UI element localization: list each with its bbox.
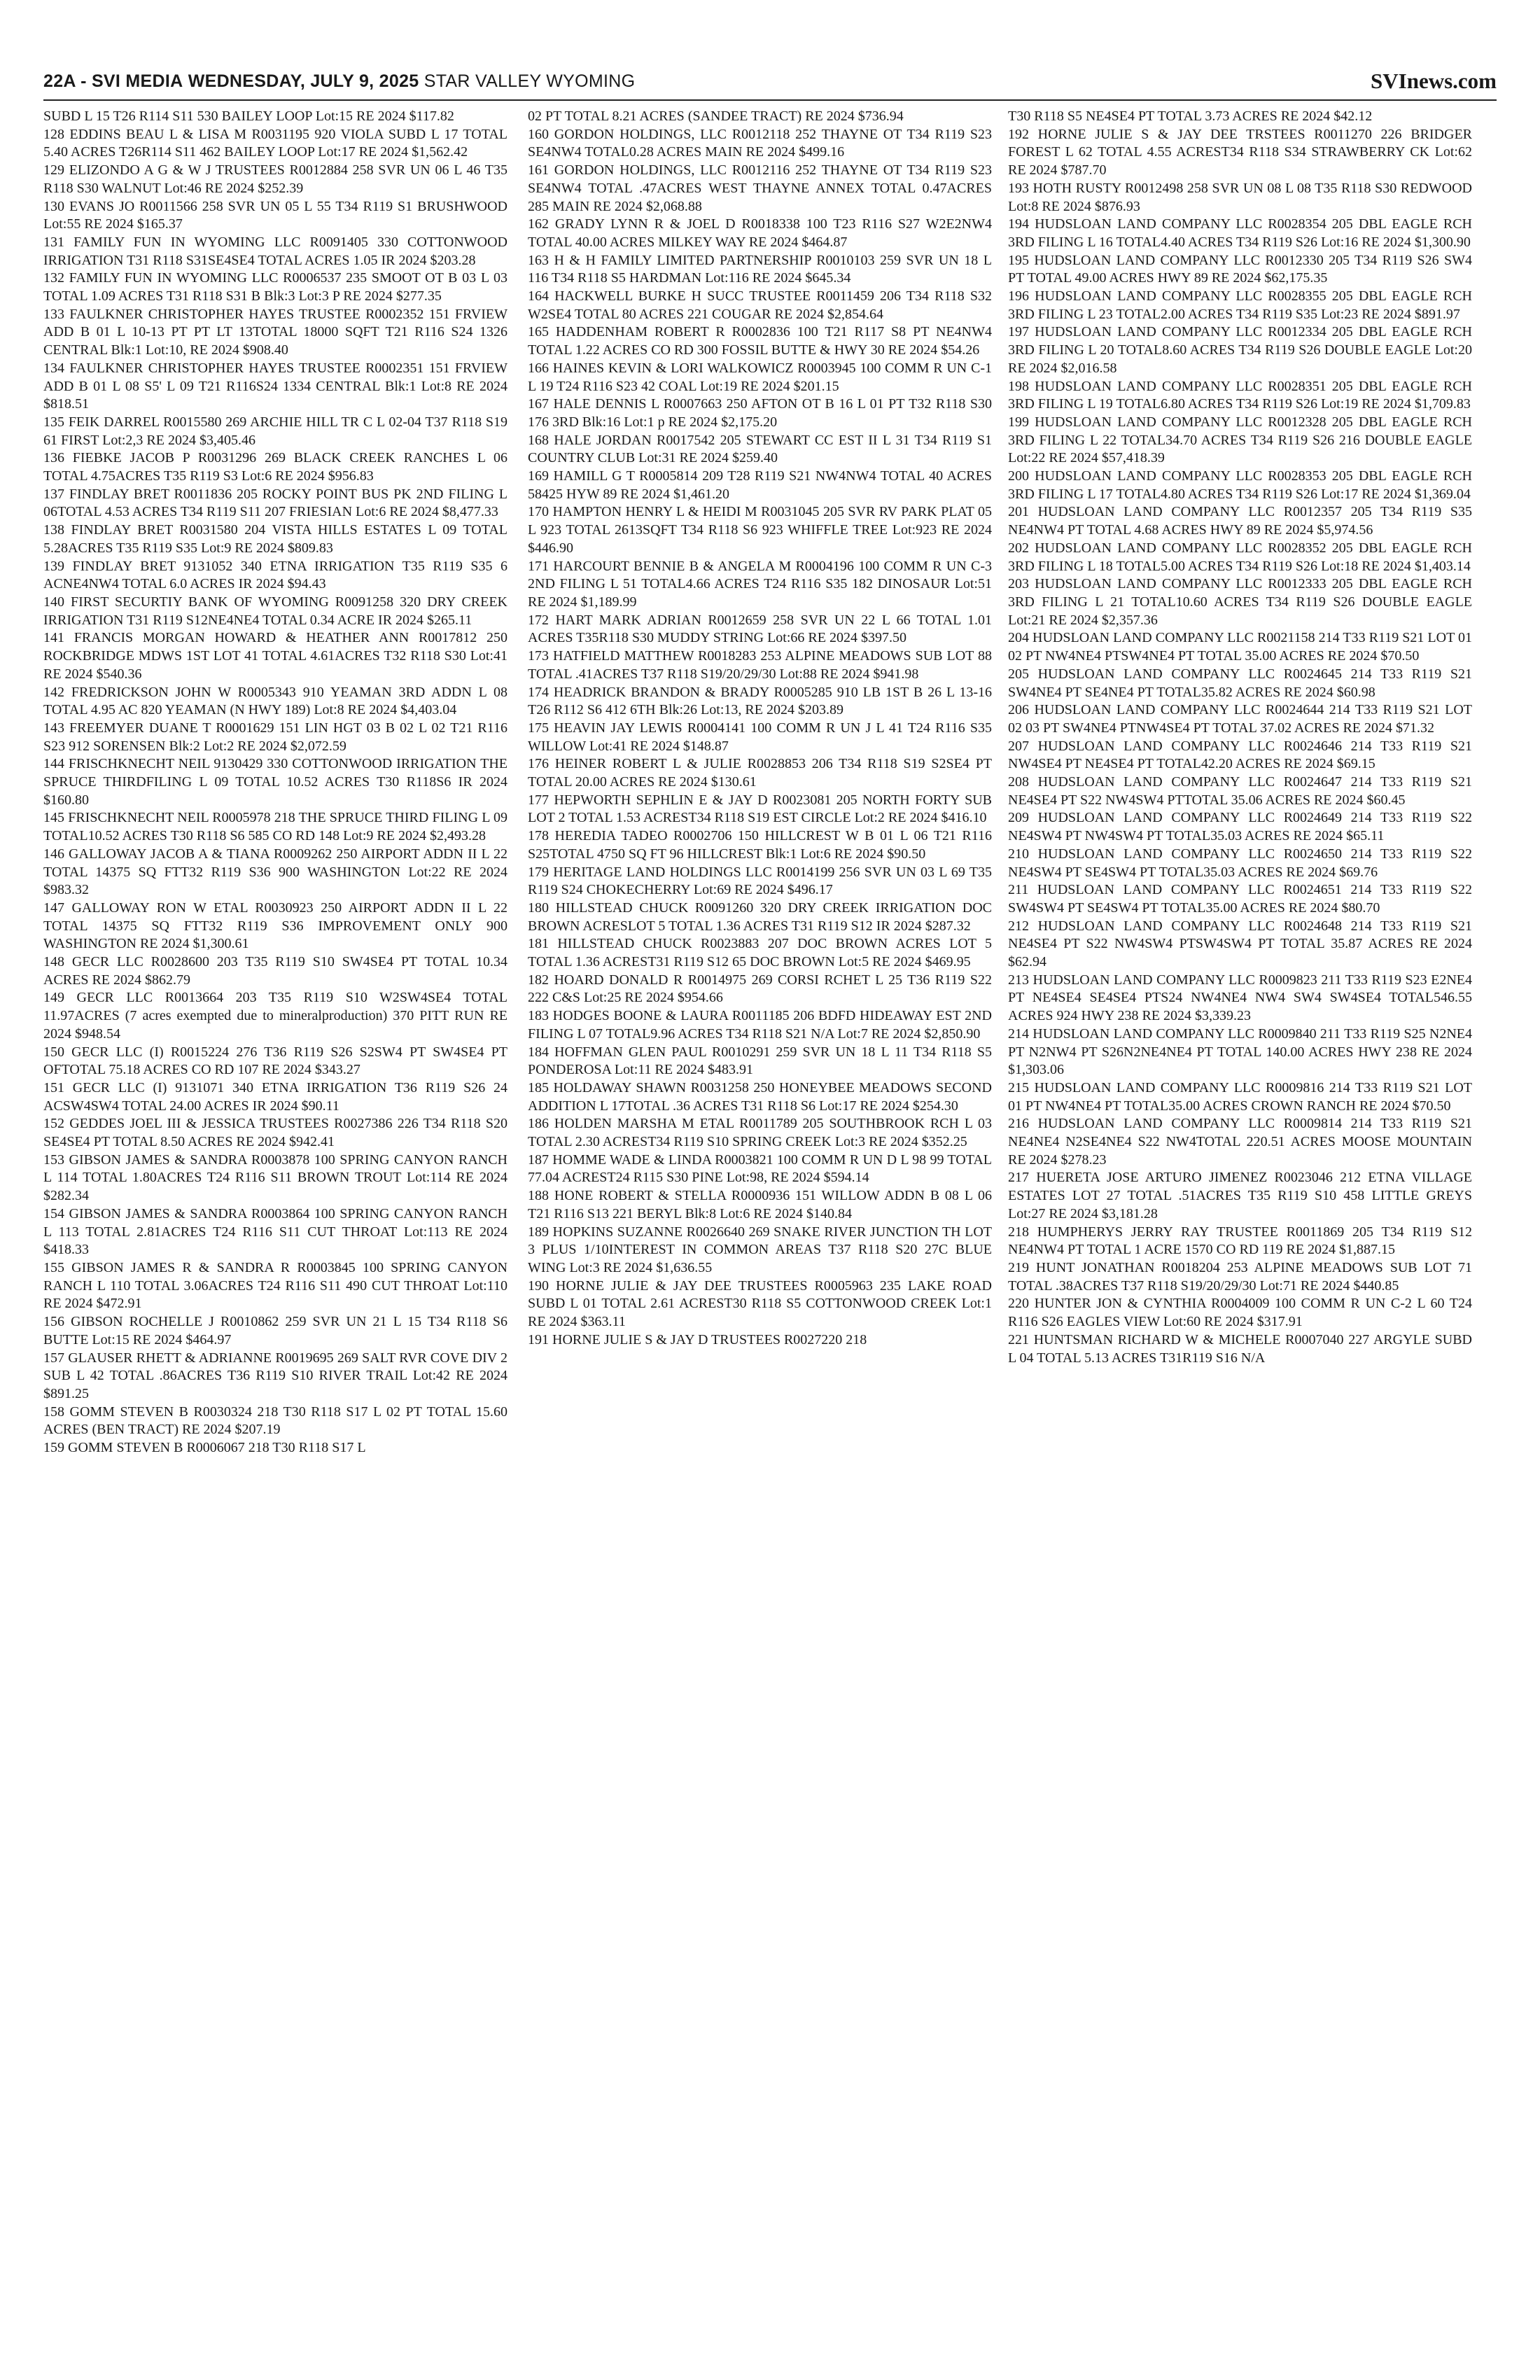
tax-listing-entry: 157 GLAUSER RHETT & ADRIANNE R0019695 269 SALT RVR COVE DIV 2 SUB L 42 TOTAL .86ACRES T36 R119 S10 RIVER TRAIL Lot:42 RE 2024 $891.25 [43, 1350, 507, 1401]
tax-listing-entry: 167 HALE DENNIS L R0007663 250 AFTON OT B 16 L 01 PT T32 R118 S30 176 3RD Blk:16 Lot:1 p RE 2024 $2,175.20 [528, 396, 992, 430]
page-label: 22A - SVI MEDIA [43, 71, 183, 91]
tax-listing-entry: 146 GALLOWAY JACOB A & TIANA R0009262 250 AIRPORT ADDN II L 22 TOTAL 14375 SQ FTT32 R119 S36 900 WASHINGTON Lot:22 RE 2024 $983.32 [43, 846, 507, 898]
page-header [43, 69, 1497, 97]
tax-listing-entry: 217 HUERETA JOSE ARTURO JIMENEZ R0023046 212 ETNA VILLAGE ESTATES LOT 27 TOTAL .51ACRES T35 R119 S10 458 LITTLE GREYS Lot:27 RE 2024 $3,181.28 [1008, 1170, 1472, 1222]
tax-listing-entry: 221 HUNTSMAN RICHARD W & MICHELE R0007040 227 ARGYLE SUBD L 04 TOTAL 5.13 ACRES T31R119 S16 N/A [1008, 1331, 1472, 1366]
tax-listing-entry: 193 HOTH RUSTY R0012498 258 SVR UN 08 L 08 T35 R118 S30 REDWOOD Lot:8 RE 2024 $876.93 [1008, 180, 1472, 214]
tax-listing-entry: 186 HOLDEN MARSHA M ETAL R0011789 205 SOUTHBROOK RCH L 03 TOTAL 2.30 ACREST34 R119 S10 SPRING CREEK Lot:3 RE 2024 $352.25 [528, 1116, 992, 1150]
tax-listing-entry: 129 ELIZONDO A G & W J TRUSTEES R0012884 258 SVR UN 06 L 46 T35 R118 S30 WALNUT Lot:46 RE 2024 $252.39 [43, 162, 507, 196]
tax-listing-entry: 161 GORDON HOLDINGS, LLC R0012116 252 THAYNE OT T34 R119 S23 SE4NW4 TOTAL .47ACRES WEST THAYNE ANNEX TOTAL 0.47ACRES 285 MAIN RE 2024 $2,068.88 [528, 162, 992, 214]
tax-listing-entry: 148 GECR LLC R0028600 203 T35 R119 S10 SW4SE4 PT TOTAL 10.34 ACRES RE 2024 $862.79 [43, 954, 507, 988]
tax-listing-entry: 220 HUNTER JON & CYNTHIA R0004009 100 COMM R UN C-2 L 60 T24 R116 S26 EAGLES VIEW Lot:60 RE 2024 $317.91 [1008, 1296, 1472, 1330]
tax-listing-entry: 181 HILLSTEAD CHUCK R0023883 207 DOC BROWN ACRES LOT 5 TOTAL 1.36 ACREST31 R119 S12 65 DOC BROWN Lot:5 RE 2024 $469.95 [528, 936, 992, 970]
tax-listing-entry: 162 GRADY LYNN R & JOEL D R0018338 100 T23 R116 S27 W2E2NW4 TOTAL 40.00 ACRES MILKEY WAY RE 2024 $464.87 [528, 216, 992, 250]
tax-listing-entry: 178 HEREDIA TADEO R0002706 150 HILLCREST W B 01 L 06 T21 R116 S25TOTAL 4750 SQ FT 96 HILLCREST Blk:1 Lot:6 RE 2024 $90.50 [528, 828, 992, 862]
tax-listing-entry: 202 HUDSLOAN LAND COMPANY LLC R0028352 205 DBL EAGLE RCH 3RD FILING L 18 TOTAL5.00 ACRES T34 R119 S26 Lot:18 RE 2024 $1,403.14 [1008, 540, 1472, 574]
tax-listing-entry: 144 FRISCHKNECHT NEIL 9130429 330 COTTONWOOD IRRIGATION THE SPRUCE THIRDFILING L 09 TOTAL 10.52 ACRES T30 R118S6 IR 2024 $160.80 [43, 756, 507, 808]
tax-listing-entry: 138 FINDLAY BRET R0031580 204 VISTA HILLS ESTATES L 09 TOTAL 5.28ACRES T35 R119 S35 Lot:9 RE 2024 $809.83 [43, 522, 507, 556]
legal-notice-column-3 [1008, 108, 1472, 1367]
tax-listing-entry: 219 HUNT JONATHAN R0018204 253 ALPINE MEADOWS SUB LOT 71 TOTAL .38ACRES T37 R118 S19/20/29/30 Lot:71 RE 2024 $440.85 [1008, 1260, 1472, 1294]
tax-listing-entry: 174 HEADRICK BRANDON & BRADY R0005285 910 LB 1ST B 26 L 13-16 T26 R112 S6 412 6TH Blk:26 Lot:13, RE 2024 $203.89 [528, 684, 992, 718]
tax-listing-entry: 159 GOMM STEVEN B R0006067 218 T30 R118 S17 L [43, 1440, 366, 1456]
tax-listing-entry: 179 HERITAGE LAND HOLDINGS LLC R0014199 256 SVR UN 03 L 69 T35 R119 S24 CHOKECHERRY Lot:69 RE 2024 $496.17 [528, 864, 992, 898]
legal-notice-column-2 [528, 108, 992, 1350]
tax-listing-entry: 137 FINDLAY BRET R0011836 205 ROCKY POINT BUS PK 2ND FILING L 06TOTAL 4.53 ACRES T34 R119 S11 207 FRIESIAN Lot:6 RE 2024 $8,477.33 [43, 486, 507, 520]
tax-listing-entry: 205 HUDSLOAN LAND COMPANY LLC R0024645 214 T33 R119 S21 SW4NE4 PT SE4NE4 PT TOTAL35.82 ACRES RE 2024 $60.98 [1008, 666, 1472, 700]
tax-listing-entry: 210 HUDSLOAN LAND COMPANY LLC R0024650 214 T33 R119 S22 NE4SW4 PT SE4SW4 PT TOTAL35.03 ACRES RE 2024 $69.76 [1008, 846, 1472, 880]
tax-listing-entry: 185 HOLDAWAY SHAWN R0031258 250 HONEYBEE MEADOWS SECOND ADDITION L 17TOTAL .36 ACRES T31 R118 S6 Lot:17 RE 2024 $254.30 [528, 1079, 992, 1114]
tax-listing-entry: 204 HUDSLOAN LAND COMPANY LLC R0021158 214 T33 R119 S21 LOT 01 02 PT NW4NE4 PTSW4NE4 PT TOTAL 35.00 ACRES RE 2024 $70.50 [1008, 630, 1472, 664]
legal-notice-column-1 [43, 108, 507, 1457]
tax-listing-entry: 151 GECR LLC (I) 9131071 340 ETNA IRRIGATION T36 R119 S26 24 ACSW4SW4 TOTAL 24.00 ACRES IR 2024 $90.11 [43, 1079, 507, 1114]
tax-listing-entry: 168 HALE JORDAN R0017542 205 STEWART CC EST II L 31 T34 R119 S1 COUNTRY CLUB Lot:31 RE 2024 $259.40 [528, 432, 992, 466]
tax-listing-entry: 187 HOMME WADE & LINDA R0003821 100 COMM R UN D L 98 99 TOTAL 77.04 ACREST24 R115 S30 PINE Lot:98, RE 2024 $594.14 [528, 1152, 992, 1186]
tax-listing-entry: 152 GEDDES JOEL III & JESSICA TRUSTEES R0027386 226 T34 R118 S20 SE4SE4 PT TOTAL 8.50 ACRES RE 2024 $942.41 [43, 1116, 507, 1150]
tax-listing-entry: 165 HADDENHAM ROBERT R R0002836 100 T21 R117 S8 PT NE4NW4 TOTAL 1.22 ACRES CO RD 300 FOSSIL BUTTE & HWY 30 RE 2024 $54.26 [528, 324, 992, 358]
site-name[interactable]: SVInews.com [1371, 69, 1497, 93]
tax-listing-entry: SUBD L 15 T26 R114 S11 530 BAILEY LOOP Lot:15 RE 2024 $117.82 [43, 108, 454, 124]
tax-listing-entry: 158 GOMM STEVEN B R0030324 218 T30 R118 S17 L 02 PT TOTAL 15.60 ACRES (BEN TRACT) RE 2024 $207.19 [43, 1404, 507, 1438]
tax-listing-entry: 136 FIEBKE JACOB P R0031296 269 BLACK CREEK RANCHES L 06 TOTAL 4.75ACRES T35 R119 S3 Lot:6 RE 2024 $956.83 [43, 450, 507, 484]
tax-listing-entry: 191 HORNE JULIE S & JAY D TRUSTEES R0027220 218 [528, 1331, 867, 1348]
tax-listing-entry: 171 HARCOURT BENNIE B & ANGELA M R0004196 100 COMM R UN C-3 2ND FILING L 51 TOTAL4.66 ACRES T24 R116 S35 182 DINOSAUR Lot:51 RE 2024 $1,189.99 [528, 558, 992, 610]
tax-listing-entry: 147 GALLOWAY RON W ETAL R0030923 250 AIRPORT ADDN II L 22 TOTAL 14375 SQ FTT32 R119 S36 IMPROVEMENT ONLY 900 WASHINGTON RE 2024 $1,300.61 [43, 899, 507, 952]
tax-listing-entry: 139 FINDLAY BRET 9131052 340 ETNA IRRIGATION T35 R119 S35 6 ACNE4NW4 TOTAL 6.0 ACRES IR 2024 $94.43 [43, 558, 507, 592]
tax-listing-entry: 188 HONE ROBERT & STELLA R0000936 151 WILLOW ADDN B 08 L 06 T21 R116 S13 221 BERYL Blk:8 Lot:6 RE 2024 $140.84 [528, 1188, 992, 1222]
tax-listing-entry: 189 HOPKINS SUZANNE R0026640 269 SNAKE RIVER JUNCTION TH LOT 3 PLUS 1/10INTEREST IN COMMON AREAS T37 R118 S20 27C BLUE WING Lot:3 RE 2024 $1,636.55 [528, 1224, 992, 1275]
tax-listing-entry: 208 HUDSLOAN LAND COMPANY LLC R0024647 214 T33 R119 S21 NE4SE4 PT S22 NW4SW4 PTTOTAL 35.06 ACRES RE 2024 $60.45 [1008, 774, 1472, 808]
tax-listing-entry: 133 FAULKNER CHRISTOPHER HAYES TRUSTEE R0002352 151 FRVIEW ADD B 01 L 10-13 PT PT LT 13TOTAL 18000 SQFT T21 R116 S24 1326 CENTRAL Blk:1 Lot:10, RE 2024 $908.40 [43, 306, 507, 358]
tax-listing-entry: 207 HUDSLOAN LAND COMPANY LLC R0024646 214 T33 R119 S21 NW4SE4 PT NE4SE4 PT TOTAL42.20 ACRES RE 2024 $69.15 [1008, 738, 1472, 772]
tax-listing-entry: 150 GECR LLC (I) R0015224 276 T36 R119 S26 S2SW4 PT SW4SE4 PT OFTOTAL 75.18 ACRES CO RD 107 RE 2024 $343.27 [43, 1044, 507, 1078]
tax-listing-entry: 155 GIBSON JAMES R & SANDRA R R0003845 100 SPRING CANYON RANCH L 110 TOTAL 3.06ACRES T24 R116 S11 490 CUT THROAT Lot:110 RE 2024 $472.91 [43, 1260, 507, 1312]
tax-listing-entry: 198 HUDSLOAN LAND COMPANY LLC R0028351 205 DBL EAGLE RCH 3RD FILING L 19 TOTAL6.80 ACRES T34 R119 S26 Lot:19 RE 2024 $1,709.83 [1008, 378, 1472, 412]
tax-listing-entry: 163 H & H FAMILY LIMITED PARTNERSHIP R0010103 259 SVR UN 18 L 116 T34 R118 S5 HARDMAN Lot:116 RE 2024 $645.34 [528, 252, 992, 286]
tax-listing-entry: 177 HEPWORTH SEPHLIN E & JAY D R0023081 205 NORTH FORTY SUB LOT 2 TOTAL 1.53 ACREST34 R118 S19 EST CIRCLE Lot:2 RE 2024 $416.10 [528, 792, 992, 826]
tax-listing-entry: 194 HUDSLOAN LAND COMPANY LLC R0028354 205 DBL EAGLE RCH 3RD FILING L 16 TOTAL4.40 ACRES T34 R119 S26 Lot:16 RE 2024 $1,300.90 [1008, 216, 1472, 250]
tax-listing-entry: 196 HUDSLOAN LAND COMPANY LLC R0028355 205 DBL EAGLE RCH 3RD FILING L 23 TOTAL2.00 ACRES T34 R119 S35 Lot:23 RE 2024 $891.97 [1008, 288, 1472, 322]
tax-listing-entry: 172 HART MARK ADRIAN R0012659 258 SVR UN 22 L 66 TOTAL 1.01 ACRES T35R118 S30 MUDDY STRING Lot:66 RE 2024 $397.50 [528, 612, 992, 646]
tax-listing-entry: 160 GORDON HOLDINGS, LLC R0012118 252 THAYNE OT T34 R119 S23 SE4NW4 TOTAL0.28 ACRES MAIN RE 2024 $499.16 [528, 126, 992, 160]
tax-listing-entry: 199 HUDSLOAN LAND COMPANY LLC R0012328 205 DBL EAGLE RCH 3RD FILING L 22 TOTAL34.70 ACRES T34 R119 S26 216 DOUBLE EAGLE Lot:22 RE 2024 $57,418.39 [1008, 414, 1472, 466]
tax-listing-entry: 130 EVANS JO R0011566 258 SVR UN 05 L 55 T34 R119 S1 BRUSHWOOD Lot:55 RE 2024 $165.37 [43, 198, 507, 232]
tax-listing-entry: 216 HUDSLOAN LAND COMPANY LLC R0009814 214 T33 R119 S21 NE4NE4 N2SE4NE4 S22 NW4TOTAL 220.51 ACRES MOOSE MOUNTAIN RE 2024 $278.23 [1008, 1116, 1472, 1168]
tax-listing-entry: 209 HUDSLOAN LAND COMPANY LLC R0024649 214 T33 R119 S22 NE4SW4 PT NW4SW4 PT TOTAL35.03 ACRES RE 2024 $65.11 [1008, 810, 1472, 844]
tax-listing-entry: 192 HORNE JULIE S & JAY DEE TRSTEES R0011270 226 BRIDGER FOREST L 62 TOTAL 4.55 ACREST34 R118 S34 STRAWBERRY CK Lot:62 RE 2024 $787.70 [1008, 126, 1472, 178]
header-left [43, 71, 635, 92]
tax-listing-entry: 206 HUDSLOAN LAND COMPANY LLC R0024644 214 T33 R119 S21 LOT 02 03 PT SW4NE4 PTNW4SE4 PT TOTAL 37.02 ACRES RE 2024 $71.32 [1008, 702, 1472, 736]
tax-listing-entry: 212 HUDSLOAN LAND COMPANY LLC R0024648 214 T33 R119 S21 NE4SE4 PT S22 NW4SW4 PTSW4SW4 PT TOTAL 35.87 ACRES RE 2024 $62.94 [1008, 918, 1472, 970]
issue-date: WEDNESDAY, JULY 9, 2025 [188, 71, 419, 91]
tax-listing-entry: 135 FEIK DARREL R0015580 269 ARCHIE HILL TR C L 02-04 T37 R118 S19 61 FIRST Lot:2,3 RE 2024 $3,405.46 [43, 414, 507, 448]
tax-listing-entry: 214 HUDSLOAN LAND COMPANY LLC R0009840 211 T33 R119 S25 N2NE4 PT N2NW4 PT S26N2NE4NE4 PT TOTAL 140.00 ACRES HWY 238 RE 2024 $1,303.06 [1008, 1026, 1472, 1078]
tax-listing-entry: 184 HOFFMAN GLEN PAUL R0010291 259 SVR UN 18 L 11 T34 R118 S5 PONDEROSA Lot:11 RE 2024 $483.91 [528, 1044, 992, 1078]
tax-listing-entry: 215 HUDSLOAN LAND COMPANY LLC R0009816 214 T33 R119 S21 LOT 01 PT NW4NE4 PT TOTAL35.00 ACRES CROWN RANCH RE 2024 $70.50 [1008, 1079, 1472, 1114]
tax-listing-entry: 190 HORNE JULIE & JAY DEE TRUSTEES R0005963 235 LAKE ROAD SUBD L 01 TOTAL 2.61 ACREST30 R118 S5 COTTONWOOD CREEK Lot:1 RE 2024 $363.11 [528, 1278, 992, 1330]
tax-listing-entry: 164 HACKWELL BURKE H SUCC TRUSTEE R0011459 206 T34 R118 S32 W2SE4 TOTAL 80 ACRES 221 COUGAR RE 2024 $2,854.64 [528, 288, 992, 322]
tax-listing-entry: 145 FRISCHKNECHT NEIL R0005978 218 THE SPRUCE THIRD FILING L 09 TOTAL10.52 ACRES T30 R118 S6 585 CO RD 148 Lot:9 RE 2024 $2,493.28 [43, 810, 507, 844]
tax-listing-entry: 175 HEAVIN JAY LEWIS R0004141 100 COMM R UN J L 41 T24 R116 S35 WILLOW Lot:41 RE 2024 $148.87 [528, 720, 992, 754]
tax-listing-entry: 180 HILLSTEAD CHUCK R0091260 320 DRY CREEK IRRIGATION DOC BROWN ACRESLOT 5 TOTAL 1.36 ACRES T31 R119 S12 IR 2024 $287.32 [528, 899, 992, 934]
tax-listing-entry: 173 HATFIELD MATTHEW R0018283 253 ALPINE MEADOWS SUB LOT 88 TOTAL .41ACRES T37 R118 S19/20/29/30 Lot:88 RE 2024 $941.98 [528, 648, 992, 682]
tax-listing-entry: 211 HUDSLOAN LAND COMPANY LLC R0024651 214 T33 R119 S22 SW4SW4 PT SE4SW4 PT TOTAL35.00 ACRES RE 2024 $80.70 [1008, 882, 1472, 916]
tax-listing-entry: 203 HUDSLOAN LAND COMPANY LLC R0012333 205 DBL EAGLE RCH 3RD FILING L 21 TOTAL10.60 ACRES T34 R119 S26 DOUBLE EAGLE Lot:21 RE 2024 $2,357.36 [1008, 576, 1472, 628]
tax-listing-entry: 140 FIRST SECURTIY BANK OF WYOMING R0091258 320 DRY CREEK IRRIGATION T31 R119 S12NE4NE4 TOTAL 0.34 ACRE IR 2024 $265.11 [43, 594, 507, 628]
tax-listing-entry: 170 HAMPTON HENRY L & HEIDI M R0031045 205 SVR RV PARK PLAT 05 L 923 TOTAL 2613SQFT T34 R118 S6 923 WHIFFLE TREE Lot:923 RE 2024 $446.90 [528, 504, 992, 556]
tax-listing-entry: 195 HUDSLOAN LAND COMPANY LLC R0012330 205 T34 R119 S26 SW4 PT TOTAL 49.00 ACRES HWY 89 RE 2024 $62,175.35 [1008, 252, 1472, 286]
tax-listing-entry: 183 HODGES BOONE & LAURA R0011185 206 BDFD HIDEAWAY EST 2ND FILING L 07 TOTAL9.96 ACRES T34 R118 S21 N/A Lot:7 RE 2024 $2,850.90 [528, 1008, 992, 1042]
header-divider [43, 99, 1497, 101]
tax-listing-entry: 128 EDDINS BEAU L & LISA M R0031195 920 VIOLA SUBD L 17 TOTAL 5.40 ACRES T26R114 S11 462 BAILEY LOOP Lot:17 RE 2024 $1,562.42 [43, 126, 507, 160]
tax-listing-entry: 201 HUDSLOAN LAND COMPANY LLC R0012357 205 T34 R119 S35 NE4NW4 PT TOTAL 4.68 ACRES HWY 89 RE 2024 $5,974.56 [1008, 504, 1472, 538]
tax-listing-entry: 176 HEINER ROBERT L & JULIE R0028853 206 T34 R118 S19 S2SE4 PT TOTAL 20.00 ACRES RE 2024 $130.61 [528, 756, 992, 790]
tax-listing-entry: 149 GECR LLC R0013664 203 T35 R119 S10 W2SW4SE4 TOTAL 11.97ACRES (7 acres exempted due to mineralproduction) 370 PITT RUN RE 2024 $948.54 [43, 990, 507, 1042]
tax-listing-entry: 143 FREEMYER DUANE T R0001629 151 LIN HGT 03 B 02 L 02 T21 R116 S23 912 SORENSEN Blk:2 Lot:2 RE 2024 $2,072.59 [43, 720, 507, 754]
tax-listing-entry: 169 HAMILL G T R0005814 209 T28 R119 S21 NW4NW4 TOTAL 40 ACRES 58425 HYW 89 RE 2024 $1,461.20 [528, 468, 992, 502]
tax-listing-entry: 142 FREDRICKSON JOHN W R0005343 910 YEAMAN 3RD ADDN L 08 TOTAL 4.95 AC 820 YEAMAN (N HWY 189) Lot:8 RE 2024 $4,403.04 [43, 684, 507, 718]
tax-listing-entry: 200 HUDSLOAN LAND COMPANY LLC R0028353 205 DBL EAGLE RCH 3RD FILING L 17 TOTAL4.80 ACRES T34 R119 S26 Lot:17 RE 2024 $1,369.04 [1008, 468, 1472, 502]
tax-listing-entry: 131 FAMILY FUN IN WYOMING LLC R0091405 330 COTTONWOOD IRRIGATION T31 R118 S31SE4SE4 TOTAL ACRES 1.05 IR 2024 $203.28 [43, 234, 507, 268]
tax-listing-entry: 182 HOARD DONALD R R0014975 269 CORSI RCHET L 25 T36 R119 S22 222 C&S Lot:25 RE 2024 $954.66 [528, 972, 992, 1006]
tax-listing-entry: 02 PT TOTAL 8.21 ACRES (SANDEE TRACT) RE 2024 $736.94 [528, 108, 904, 124]
tax-listing-entry: 218 HUMPHERYS JERRY RAY TRUSTEE R0011869 205 T34 R119 S12 NE4NW4 PT TOTAL 1 ACRE 1570 CO RD 119 RE 2024 $1,887.15 [1008, 1224, 1472, 1258]
tax-listing-entry: 134 FAULKNER CHRISTOPHER HAYES TRUSTEE R0002351 151 FRVIEW ADD B 01 L 08 S5' L 09 T21 R116S24 1334 CENTRAL Blk:1 Lot:8 RE 2024 $818.51 [43, 360, 507, 412]
tax-listing-entry: 213 HUDSLOAN LAND COMPANY LLC R0009823 211 T33 R119 S23 E2NE4 PT NE4SE4 SE4SE4 PTS24 NW4NE4 NW4 SW4 SW4SE4 TOTAL546.55 ACRES 924 HWY 238 RE 2024 $3,339.23 [1008, 972, 1472, 1024]
tax-listing-entry: T30 R118 S5 NE4SE4 PT TOTAL 3.73 ACRES RE 2024 $42.12 [1008, 108, 1373, 124]
tax-listing-entry: 166 HAINES KEVIN & LORI WALKOWICZ R0003945 100 COMM R UN C-1 L 19 T24 R116 S23 42 COAL Lot:19 RE 2024 $201.15 [528, 360, 992, 394]
tax-listing-entry: 154 GIBSON JAMES & SANDRA R0003864 100 SPRING CANYON RANCH L 113 TOTAL 2.81ACRES T24 R116 S11 CUT THROAT Lot:113 RE 2024 $418.33 [43, 1205, 507, 1258]
location-label: STAR VALLEY WYOMING [424, 71, 636, 91]
tax-listing-entry: 153 GIBSON JAMES & SANDRA R0003878 100 SPRING CANYON RANCH L 114 TOTAL 1.80ACRES T24 R116 S11 BROWN TROUT Lot:114 RE 2024 $282.34 [43, 1152, 507, 1204]
tax-listing-entry: 132 FAMILY FUN IN WYOMING LLC R0006537 235 SMOOT OT B 03 L 03 TOTAL 1.09 ACRES T31 R118 S31 B Blk:3 Lot:3 P RE 2024 $277.35 [43, 270, 507, 304]
tax-listing-entry: 141 FRANCIS MORGAN HOWARD & HEATHER ANN R0017812 250 ROCKBRIDGE MDWS 1ST LOT 41 TOTAL 4.61ACRES T32 R118 S30 Lot:41 RE 2024 $540.36 [43, 630, 507, 682]
tax-listing-entry: 197 HUDSLOAN LAND COMPANY LLC R0012334 205 DBL EAGLE RCH 3RD FILING L 20 TOTAL8.60 ACRES T34 R119 S26 DOUBLE EAGLE Lot:20 RE 2024 $2,016.58 [1008, 324, 1472, 376]
tax-listing-entry: 156 GIBSON ROCHELLE J R0010862 259 SVR UN 21 L 15 T34 R118 S6 BUTTE Lot:15 RE 2024 $464.97 [43, 1314, 507, 1348]
